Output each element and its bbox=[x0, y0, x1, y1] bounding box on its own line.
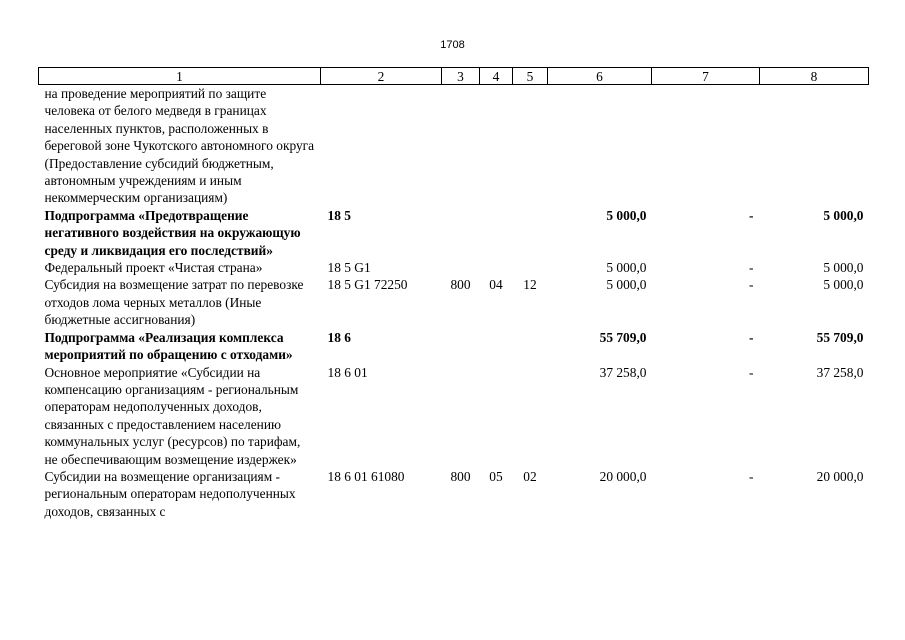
row-amount: 55 709,0 bbox=[599, 329, 647, 345]
row-subsection: 02 bbox=[523, 468, 537, 484]
table-row bbox=[39, 276, 869, 328]
column-header: 1 bbox=[39, 68, 321, 85]
row-description: Основное мероприятие «Субсидии на компенсацию организациям - региональным операторам недополученных доходов, связанных с предоставлением населению коммунальных услуг (ресурсов) по тарифам, не обеспечивающим возмещение издержек» bbox=[44, 364, 301, 467]
row-total: 5 000,0 bbox=[823, 207, 864, 223]
row-section bbox=[480, 85, 513, 207]
column-header: 8 bbox=[760, 68, 869, 85]
row-section bbox=[480, 364, 513, 468]
row-expense-type: 800 bbox=[450, 277, 471, 293]
row-code: 18 6 bbox=[327, 329, 351, 345]
row-section bbox=[480, 329, 513, 364]
row-description: Федеральный проект «Чистая страна» bbox=[44, 260, 263, 276]
row-total: 5 000,0 bbox=[823, 277, 864, 293]
column-header: 7 bbox=[652, 68, 760, 85]
row-expense-type: 800 bbox=[450, 468, 471, 484]
row-subsection bbox=[513, 259, 548, 276]
row-change: - bbox=[749, 329, 754, 345]
row-amount: 5 000,0 bbox=[606, 260, 647, 276]
row-subsection bbox=[513, 85, 548, 207]
row-subsection: 12 bbox=[523, 277, 537, 293]
row-subsection bbox=[513, 364, 548, 468]
table-body bbox=[39, 85, 869, 521]
row-total bbox=[760, 85, 869, 207]
column-header: 3 bbox=[442, 68, 480, 85]
row-subsection bbox=[513, 329, 548, 364]
row-total: 37 258,0 bbox=[816, 364, 864, 380]
page-number: 1708 bbox=[440, 39, 465, 51]
row-section: 05 bbox=[489, 468, 503, 484]
row-change: - bbox=[749, 364, 754, 380]
row-change: - bbox=[749, 260, 754, 276]
budget-table bbox=[38, 67, 869, 520]
row-total: 5 000,0 bbox=[823, 260, 864, 276]
row-code: 18 6 01 bbox=[327, 364, 368, 380]
row-amount: 5 000,0 bbox=[606, 277, 647, 293]
table-header-row bbox=[39, 68, 869, 85]
row-section: 04 bbox=[489, 277, 503, 293]
table-row bbox=[39, 259, 869, 276]
row-description: Субсидии на возмещение организациям - региональным операторам недополученных доходов, связанных с bbox=[44, 468, 296, 519]
row-subsection bbox=[513, 207, 548, 259]
row-amount: 37 258,0 bbox=[599, 364, 647, 380]
row-description: Субсидия на возмещение затрат по перевозке отходов лома черных металлов (Иные бюджетные ассигнования) bbox=[44, 277, 304, 328]
row-amount bbox=[548, 85, 652, 207]
row-section bbox=[480, 207, 513, 259]
table-row bbox=[39, 364, 869, 468]
row-change: - bbox=[749, 207, 754, 223]
table-row bbox=[39, 468, 869, 520]
row-expense-type bbox=[442, 259, 480, 276]
table-row bbox=[39, 85, 869, 207]
row-code: 18 5 G1 bbox=[327, 260, 371, 276]
row-code: 18 6 01 61080 bbox=[327, 468, 405, 484]
row-expense-type bbox=[442, 85, 480, 207]
row-code: 18 5 bbox=[327, 207, 351, 223]
column-header: 5 bbox=[513, 68, 548, 85]
row-amount: 5 000,0 bbox=[606, 207, 647, 223]
row-expense-type bbox=[442, 364, 480, 468]
column-header: 2 bbox=[321, 68, 442, 85]
column-header: 6 bbox=[548, 68, 652, 85]
column-header: 4 bbox=[480, 68, 513, 85]
table-row bbox=[39, 329, 869, 364]
row-change: - bbox=[749, 468, 754, 484]
row-description: на проведение мероприятий по защите человека от белого медведя в границах населенных пунктов, расположенных в береговой зоне Чукотского автономного округа (Предоставление субсидий бюджетным, автономным учреждениям и иным некоммерческим организациям) bbox=[44, 86, 315, 206]
row-change bbox=[652, 85, 760, 207]
row-code bbox=[321, 85, 442, 207]
row-change: - bbox=[749, 277, 754, 293]
row-section bbox=[480, 259, 513, 276]
row-expense-type bbox=[442, 207, 480, 259]
row-description: Подпрограмма «Предотвращение негативного воздействия на окружающую среду и ликвидация его последствий» bbox=[44, 207, 301, 258]
table-row bbox=[39, 207, 869, 259]
row-total: 55 709,0 bbox=[816, 329, 864, 345]
row-code: 18 5 G1 72250 bbox=[327, 277, 408, 293]
row-expense-type bbox=[442, 329, 480, 364]
row-total: 20 000,0 bbox=[816, 468, 864, 484]
row-amount: 20 000,0 bbox=[599, 468, 647, 484]
row-description: Подпрограмма «Реализация комплекса мероприятий по обращению с отходами» bbox=[44, 329, 293, 363]
